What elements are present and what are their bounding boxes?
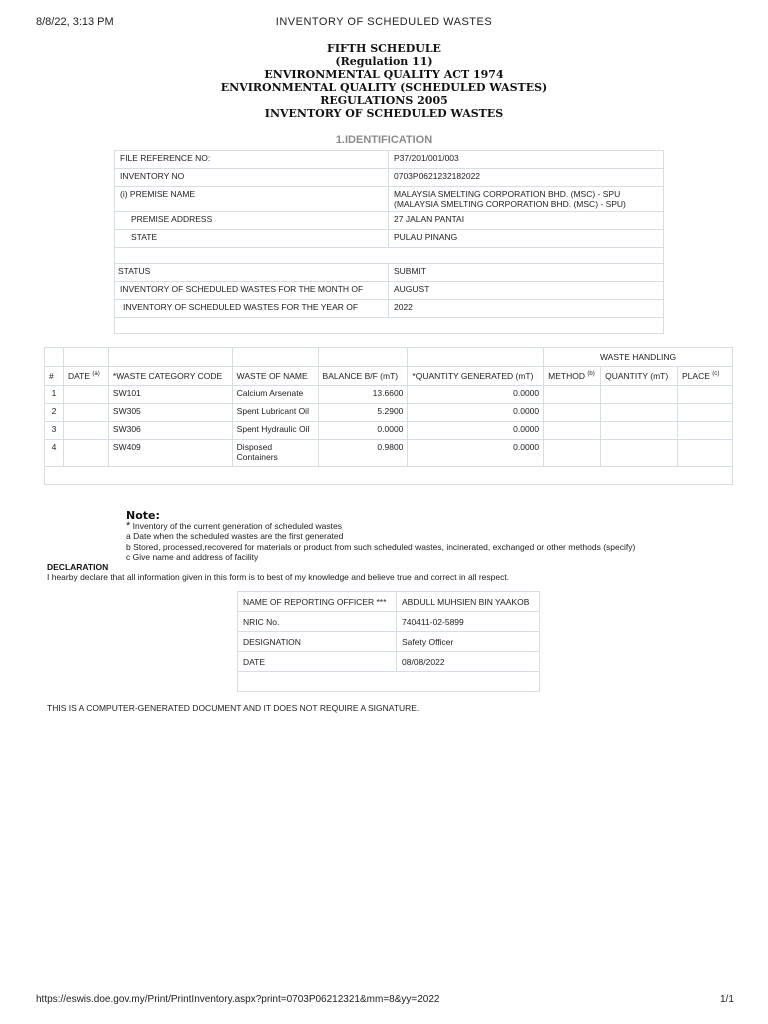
page-number: 1/1: [720, 994, 734, 1005]
col-balance-header: BALANCE B/F (mT): [318, 367, 408, 386]
table-header-row: [45, 367, 733, 386]
premise-name-label: (i) PREMISE NAME: [115, 187, 389, 212]
note-line-star: * Inventory of the current generation of scheduled wastes: [126, 520, 342, 532]
row-generated: 0.0000: [408, 440, 544, 467]
designation-label: DESIGNATION: [238, 632, 397, 652]
row-balance: 5.2900: [318, 404, 408, 422]
computer-generated-notice: THIS IS A COMPUTER-GENERATED DOCUMENT AND IT DOES NOT REQUIRE A SIGNATURE.: [47, 703, 420, 713]
premise-name-value: [389, 187, 664, 212]
month-label: INVENTORY OF SCHEDULED WASTES FOR THE MONTH OF: [115, 282, 389, 300]
row-generated: 0.0000: [408, 386, 544, 404]
waste-handling-header: WASTE HANDLING: [544, 348, 733, 367]
note-line-c: c Give name and address of facility: [126, 551, 259, 562]
title-line-6: INVENTORY OF SCHEDULED WASTES: [264, 107, 504, 120]
title-line-5: REGULATIONS 2005: [320, 94, 448, 107]
state-value: PULAU PINANG: [389, 230, 664, 248]
row-code: SW101: [108, 386, 232, 404]
row-num: 4: [45, 440, 64, 467]
row-balance: 0.0000: [318, 422, 408, 440]
row-num: 3: [45, 422, 64, 440]
officer-name-label: NAME OF REPORTING OFFICER ***: [238, 592, 397, 612]
table-row: [45, 422, 733, 440]
month-value: AUGUST: [389, 282, 664, 300]
designation-value: Safety Officer: [397, 632, 540, 652]
title-line-3: ENVIRONMENTAL QUALITY ACT 1974: [264, 68, 504, 81]
table-row-blank: [238, 672, 540, 692]
reporting-officer-table: [237, 591, 540, 692]
table-row: [45, 404, 733, 422]
table-row: [45, 386, 733, 404]
premise-name-line-2: (MALAYSIA SMELTING CORPORATION BHD. (MSC) - SPU): [394, 199, 626, 209]
note-line-b: b Stored, processed,recovered for materials or product from such scheduled wastes, incinerated, exchanged or other methods (specify): [126, 541, 636, 552]
section-title-identification: 1.IDENTIFICATION: [335, 134, 433, 146]
identification-table: [114, 150, 664, 334]
table-row: [45, 440, 733, 467]
status-value: SUBMIT: [389, 264, 664, 282]
file-ref-value: P37/201/001/003: [389, 151, 664, 169]
document-title: [0, 42, 768, 120]
table-row: [115, 300, 664, 318]
row-date: [63, 422, 108, 440]
row-num: 1: [45, 386, 64, 404]
col-generated-header: *QUANTITY GENERATED (mT): [408, 367, 544, 386]
print-url: https://eswis.doe.gov.my/Print/PrintInventory.aspx?print=0703P06212321&mm=8&yy=2022: [36, 994, 440, 1005]
table-row: [115, 264, 664, 282]
declaration-text: I hearby declare that all information given in this form is to best of my knowledge and believe true and correct in all respect.: [47, 572, 510, 582]
declaration-title: DECLARATION: [47, 562, 109, 572]
nric-label: NRIC No.: [238, 612, 397, 632]
row-name: Calcium Arsenate: [232, 386, 318, 404]
year-label: INVENTORY OF SCHEDULED WASTES FOR THE YEAR OF: [115, 300, 389, 318]
table-row: [238, 592, 540, 612]
title-line-4: ENVIRONMENTAL QUALITY (SCHEDULED WASTES): [220, 81, 548, 94]
table-row: [115, 187, 664, 212]
print-page-title: INVENTORY OF SCHEDULED WASTES: [275, 16, 493, 28]
row-name: Disposed Containers: [232, 440, 318, 467]
table-row: [115, 230, 664, 248]
date-value: 08/08/2022: [397, 652, 540, 672]
row-balance: 0.9800: [318, 440, 408, 467]
row-balance: 13.6600: [318, 386, 408, 404]
table-row: [115, 282, 664, 300]
row-name: Spent Hydraulic Oil: [232, 422, 318, 440]
col-date-header: DATE $^{(a)}$: [63, 367, 108, 386]
premise-address-value: 27 JALAN PANTAI: [389, 212, 664, 230]
premise-name-line-1: MALAYSIA SMELTING CORPORATION BHD. (MSC) - SPU: [394, 189, 621, 199]
table-row: [115, 169, 664, 187]
row-code: SW306: [108, 422, 232, 440]
col-place-header: PLACE $^{(c)}$: [678, 367, 733, 386]
nric-value: 740411-02-5899: [397, 612, 540, 632]
print-datetime: 8/8/22, 3:13 PM: [36, 16, 114, 28]
waste-inventory-table: [44, 347, 733, 485]
row-code: SW409: [108, 440, 232, 467]
title-line-1: FIFTH SCHEDULE: [327, 42, 441, 55]
table-row-blank: [115, 248, 664, 264]
col-name-header: WASTE OF NAME: [232, 367, 318, 386]
inventory-no-value: 0703P0621232182022: [389, 169, 664, 187]
note-list: [126, 521, 635, 562]
note-line-a: a Date when the scheduled wastes are the first generated: [126, 531, 344, 542]
status-label: STATUS: [115, 264, 389, 282]
row-name: Spent Lubricant Oil: [232, 404, 318, 422]
row-date: [63, 386, 108, 404]
file-ref-label: FILE REFERENCE NO:: [115, 151, 389, 169]
officer-name-value: ABDULL MUHSIEN BIN YAAKOB: [397, 592, 540, 612]
col-category-header: *WASTE CATEGORY CODE: [108, 367, 232, 386]
col-method-header: METHOD $^{(b)}$: [544, 367, 601, 386]
table-row: [238, 652, 540, 672]
row-date: [63, 440, 108, 467]
table-row: [238, 612, 540, 632]
premise-address-label: PREMISE ADDRESS: [115, 212, 389, 230]
col-quantity-header: QUANTITY (mT): [601, 367, 678, 386]
inventory-no-label: INVENTORY NO: [115, 169, 389, 187]
table-row: [238, 632, 540, 652]
table-row: [115, 212, 664, 230]
table-row-blank: [45, 467, 733, 485]
row-num: 2: [45, 404, 64, 422]
table-row: [115, 151, 664, 169]
state-label: STATE: [115, 230, 389, 248]
col-num-header: #: [45, 367, 64, 386]
title-line-2: (Regulation 11): [335, 55, 433, 68]
note-heading: Note:: [126, 509, 160, 522]
row-date: [63, 404, 108, 422]
row-generated: 0.0000: [408, 422, 544, 440]
table-header-group-row: [45, 348, 733, 367]
year-value: 2022: [389, 300, 664, 318]
date-label: DATE: [238, 652, 397, 672]
table-row-blank: [115, 318, 664, 334]
row-generated: 0.0000: [408, 404, 544, 422]
row-code: SW305: [108, 404, 232, 422]
